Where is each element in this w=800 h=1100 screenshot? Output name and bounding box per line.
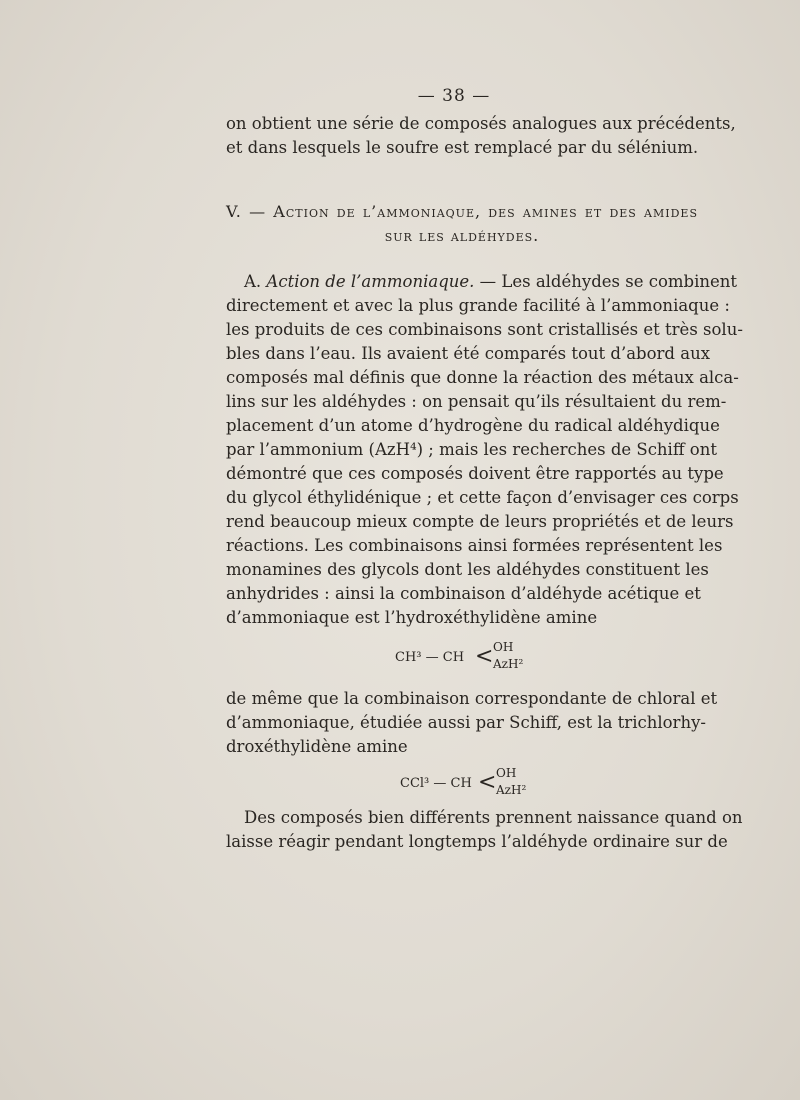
paragraph-ammonia <box>226 270 743 630</box>
text-line: par l’ammonium (AzH⁴) ; mais les recherches de Schiff ont <box>226 440 717 459</box>
text-line: démontré que ces composés doivent être rapportés au type <box>226 464 724 483</box>
text-line: Des composés bien différents prennent naissance quand on <box>244 808 743 827</box>
section-heading <box>226 200 698 248</box>
paragraph-different-compounds <box>226 806 743 854</box>
text-line: lins sur les aldéhydes : on pensait qu’ils résultaient du rem- <box>226 392 727 411</box>
formula-main: CCl³ — CH <box>400 776 472 791</box>
paragraph-continuation <box>226 112 736 160</box>
text-line: réactions. Les combinaisons ainsi formées représentent les <box>226 536 723 555</box>
formula-bracket: < <box>475 644 494 669</box>
formula-bottom-group: AzH² <box>496 783 527 797</box>
text-line: placement d’un atome d’hydrogène du radical aldéhydique <box>226 416 720 435</box>
subsection-title: Action de l’ammoniaque. <box>266 272 475 291</box>
text-line: monamines des glycols dont les aldéhydes constituent les <box>226 560 709 579</box>
text-line: d’ammoniaque est l’hydroxéthylidène amine <box>226 608 598 627</box>
formula-main: CH³ — CH <box>395 650 465 665</box>
text-line: on obtient une série de composés analogues aux précédents, <box>226 114 736 133</box>
formula-bracket: < <box>478 770 497 795</box>
text-line-fragment: — Les aldéhydes se combinent <box>474 272 738 291</box>
text-line: bles dans l’eau. Ils avaient été comparés tout d’abord aux <box>226 344 711 363</box>
paragraph-chloral <box>226 687 718 759</box>
text-line: directement et avec la plus grande facilité à l’ammoniaque : <box>226 296 730 315</box>
chemical-formula-hydroxethylidene-amine <box>395 640 565 674</box>
section-heading-line1: V. — Action de l’ammoniaque, des amines et des amides <box>226 202 698 221</box>
text-line: du glycol éthylidénique ; et cette façon d’envisager ces corps <box>226 488 739 507</box>
formula-top-group: OH <box>496 766 517 780</box>
subsection-label: A. <box>244 272 262 291</box>
page-number: — 38 — <box>417 86 491 106</box>
text-line: composés mal définis que donne la réaction des métaux alca- <box>226 368 739 387</box>
text-line: rend beaucoup mieux compte de leurs propriétés et de leurs <box>226 512 734 531</box>
text-line: anhydrides : ainsi la combinaison d’aldéhyde acétique et <box>226 584 701 603</box>
formula-bottom-group: AzH² <box>493 657 524 671</box>
text-line: et dans lesquels le soufre est remplacé par du sélénium. <box>226 138 699 157</box>
chemical-formula-trichlorhydroxethylidene-amine <box>400 766 570 800</box>
section-heading-line2: sur les aldéhydes. <box>384 226 540 245</box>
formula-top-group: OH <box>493 640 514 654</box>
text-line: de même que la combinaison correspondante de chloral et <box>226 689 718 708</box>
text-line-first <box>226 270 738 294</box>
text-line: les produits de ces combinaisons sont cristallisés et très solu- <box>226 320 743 339</box>
text-line: d’ammoniaque, étudiée aussi par Schiff, est la trichlorhy- <box>226 713 706 732</box>
text-line: laisse réagir pendant longtemps l’aldéhyde ordinaire sur de <box>226 832 728 851</box>
text-line: droxéthylidène amine <box>226 737 408 756</box>
